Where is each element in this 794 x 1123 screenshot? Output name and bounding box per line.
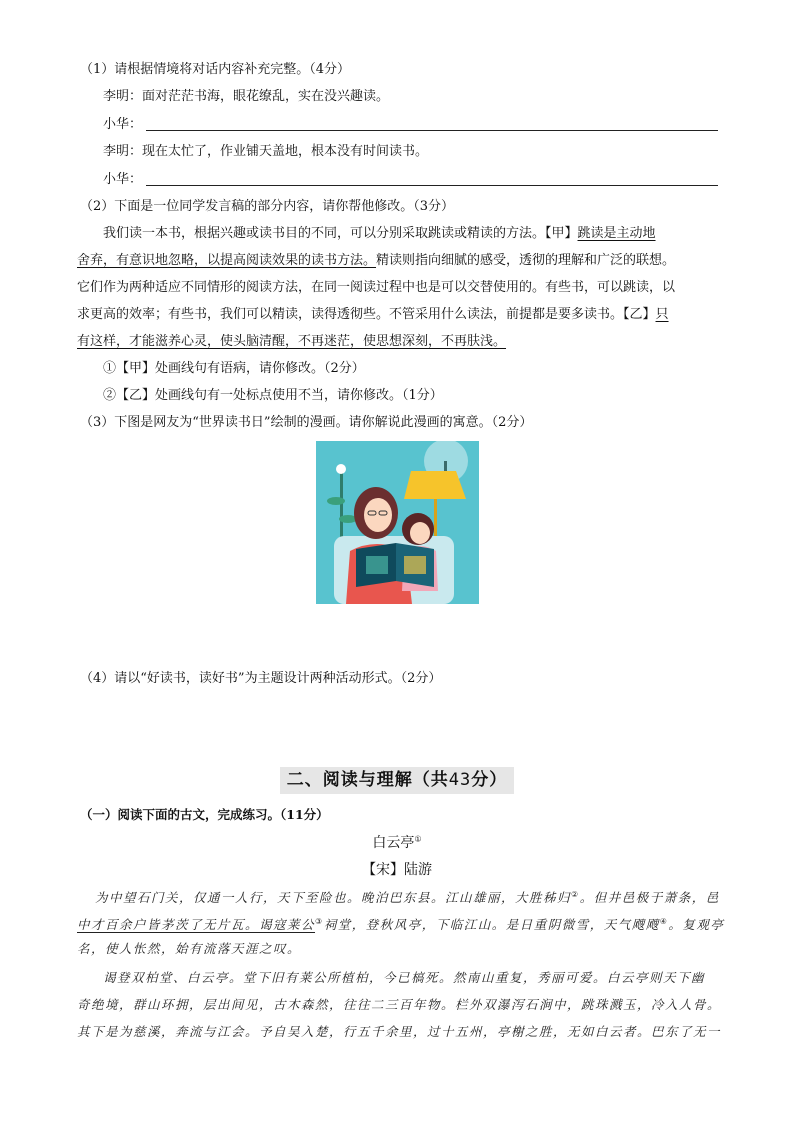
section-title-prefix: 二、阅读与理解（共 xyxy=(286,770,449,790)
underlined-sentence-jia-cont: 舍弃，有意识地忽略，以提高阅读效果的读书方法。 xyxy=(77,253,377,268)
ancient-word: 飕飕 xyxy=(631,917,660,933)
passage-line-5 xyxy=(77,333,506,351)
part1-title: （一）阅读下面的古文，完成练习。（11分） xyxy=(80,807,329,822)
ancient-line-2 xyxy=(77,913,724,934)
ancient-text: 。复观亭 xyxy=(668,917,725,933)
answer-blank-1[interactable] xyxy=(146,130,718,131)
q3-title: （3）下图是网友为“世界读书日”绘制的漫画。请你解说此漫画的寓意。（2分） xyxy=(80,415,533,430)
q1-title: （1）请根据情境将对话内容补充完整。（4分） xyxy=(80,62,351,77)
passage-line-2 xyxy=(77,252,675,270)
underlined-sentence-yi: 只 xyxy=(655,307,669,322)
underlined-ancient-phrase: 中才百余户皆茅茨了无片瓦。谒寇莱公 xyxy=(77,917,316,933)
ancient-line-3: 名，使人怅然，始有流落天涯之叹。 xyxy=(77,941,302,956)
q4-title: （4）请以“好读书，读好书”为主题设计两种活动形式。（2分） xyxy=(80,671,442,686)
answer-blank-2[interactable] xyxy=(146,185,718,186)
text-title xyxy=(0,832,794,852)
dialogue-line-1: 李明：面对茫茫书海，眼花缭乱，实在没兴趣读。 xyxy=(103,89,390,104)
section-points: 43 xyxy=(448,770,472,790)
ancient-text: 。但井邑极于萧条，邑 xyxy=(579,890,720,906)
passage-line-4 xyxy=(77,306,669,324)
ancient-text: 祠堂，登秋风亭，下临江山。是日重阴微雪，天气 xyxy=(323,917,632,933)
ancient-line-5: 奇绝境，群山环拥，层出间见，古木森然，往往二三百年物。栏外双瀑泻石涧中，跳珠溅玉，冷入人骨。 xyxy=(77,997,722,1012)
dialogue-line-2: 李明：现在太忙了，作业铺天盖地，根本没有时间读书。 xyxy=(103,144,429,159)
ancient-line-1 xyxy=(95,886,720,907)
ancient-line-6: 其下是为慈溪，奔流与江会。予自吴入楚，行五千余里，过十五州，亭榭之胜，无如白云者。巴东了无一 xyxy=(77,1024,722,1039)
reply-label-1: 小华： xyxy=(103,117,143,132)
underlined-sentence-yi-cont: 有这样，才能滋养心灵，使头脑清醒，不再迷茫，使思想深刻，不再肤浅。 xyxy=(77,334,507,349)
passage-line-3: 它们作为两种适应不同情形的阅读方法，在同一阅读过程中也是可以交替使用的。有些书，可以跳读，以 xyxy=(77,280,676,295)
section-heading xyxy=(280,767,514,794)
reading-cartoon-image xyxy=(316,441,479,604)
section-title-suffix: 分） xyxy=(471,770,508,790)
passage-text: 我们读一本书，根据兴趣或读书目的不同，可以分别采取跳读或精读的方法。【甲】 xyxy=(103,226,578,241)
text-author: 【宋】陆游 xyxy=(362,862,432,878)
passage-line-1 xyxy=(103,225,656,243)
passage-text: 精读则指向细腻的感受，透彻的理解和广泛的联想。 xyxy=(376,253,676,268)
note-mark-1: ① xyxy=(414,834,422,844)
note-mark-3: ③ xyxy=(315,917,324,926)
note-mark-2: ② xyxy=(571,890,580,899)
q2-sub2: ②【乙】处画线句有一处标点使用不当，请你修改。（1分） xyxy=(103,388,443,403)
text-title-label: 白云亭 xyxy=(372,835,415,851)
ancient-text: 为中望石门关，仅通一人行，天下至险也。晚泊巴东县。江山雄丽，大胜秭归 xyxy=(95,890,572,906)
q2-title: （2）下面是一位同学发言稿的部分内容，请你帮他修改。（3分） xyxy=(80,199,455,214)
q2-sub1: ①【甲】处画线句有语病，请你修改。（2分） xyxy=(103,361,365,376)
note-mark-4: ④ xyxy=(659,917,669,926)
reply-label-2: 小华： xyxy=(103,172,143,187)
ancient-line-4: 谒登双柏堂、白云亭。堂下旧有莱公所植柏，今已槁死。然南山重复，秀丽可爱。白云亭则天下幽 xyxy=(103,970,706,985)
underlined-sentence-jia: 跳读是主动地 xyxy=(577,226,656,241)
passage-text: 求更高的效率；有些书，我们可以精读，读得透彻些。不管采用什么读法，前提都是要多读书。【乙】 xyxy=(77,307,656,322)
